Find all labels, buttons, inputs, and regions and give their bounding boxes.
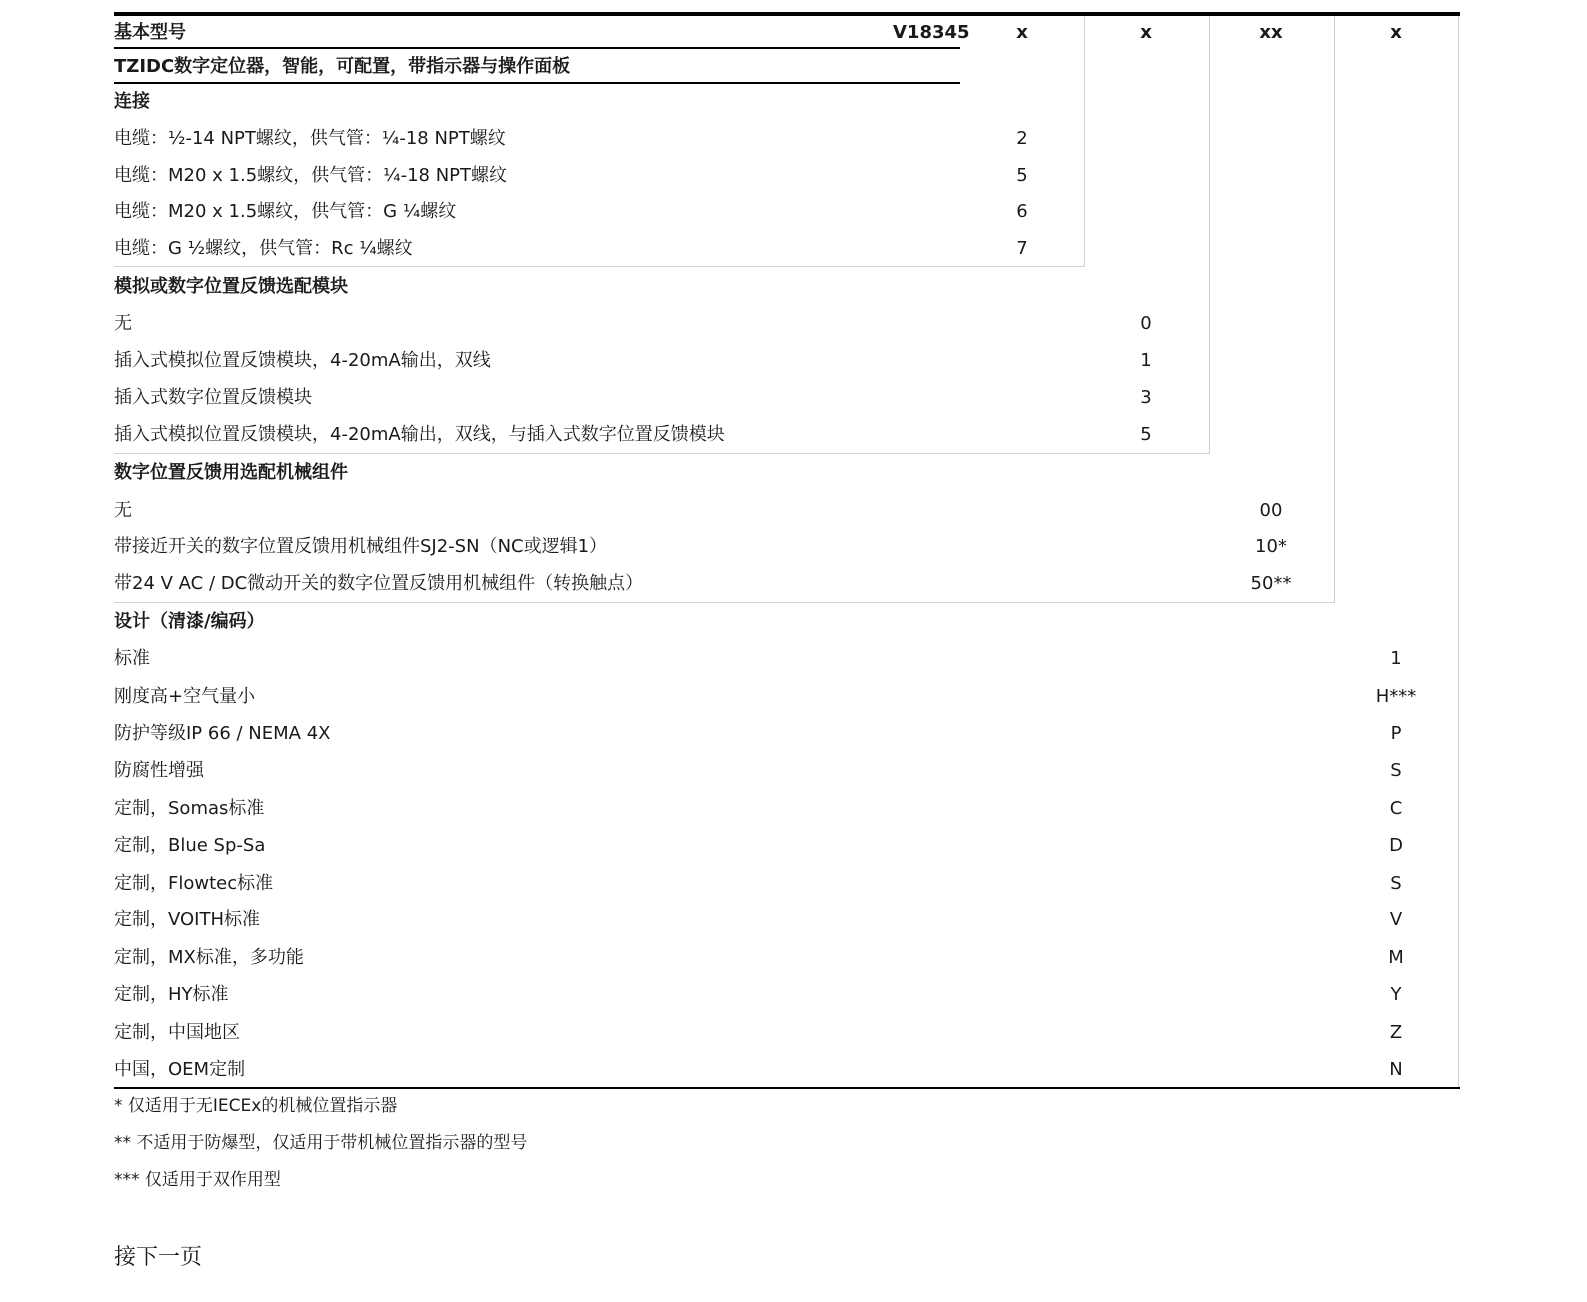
row-label: 定制，HY标准 bbox=[114, 984, 229, 1005]
row-code: C bbox=[1389, 798, 1403, 819]
section-title-row bbox=[0, 454, 1587, 491]
header-row bbox=[0, 14, 1587, 51]
section-title: 连接 bbox=[114, 91, 150, 112]
row-label: 标准 bbox=[114, 648, 150, 669]
row-code: P bbox=[1390, 723, 1402, 744]
row-code: N bbox=[1389, 1059, 1403, 1080]
row-code: 5 bbox=[1016, 165, 1028, 186]
section-title: 模拟或数字位置反馈选配模块 bbox=[114, 276, 348, 297]
col-code-2: x bbox=[1140, 22, 1152, 43]
product-title: TZIDC数字定位器，智能，可配置，带指示器与操作面板 bbox=[114, 56, 571, 77]
row-code: 10* bbox=[1255, 536, 1287, 557]
footnote-3: *** 仅适用于双作用型 bbox=[114, 1170, 281, 1190]
row-label: 刚度高+空气量小 bbox=[114, 686, 256, 707]
col-code-1: x bbox=[1016, 22, 1028, 43]
continued-label: 接下一页 bbox=[114, 1245, 203, 1270]
table-row bbox=[0, 715, 1587, 752]
row-label: 防护等级IP 66 / NEMA 4X bbox=[114, 723, 331, 744]
row-code: 6 bbox=[1016, 201, 1028, 222]
row-label: 防腐性增强 bbox=[114, 760, 204, 781]
footnote-1: * 仅适用于无IECEx的机械位置指示器 bbox=[114, 1096, 398, 1116]
row-label: 无 bbox=[114, 500, 132, 521]
row-code: 0 bbox=[1140, 313, 1152, 334]
table-row bbox=[0, 678, 1587, 715]
row-label: 定制，Somas标准 bbox=[114, 798, 265, 819]
row-code: V bbox=[1389, 909, 1403, 930]
section-title-row bbox=[0, 603, 1587, 640]
row-label: 插入式数字位置反馈模块 bbox=[114, 387, 312, 408]
table-row bbox=[0, 193, 1587, 230]
table-row bbox=[0, 379, 1587, 416]
row-label: 定制，MX标准，多功能 bbox=[114, 947, 304, 968]
col-code-4: x bbox=[1390, 22, 1402, 43]
row-code: 00 bbox=[1259, 500, 1283, 521]
section-title-row bbox=[0, 83, 1587, 120]
table-row bbox=[0, 901, 1587, 938]
table-row bbox=[0, 120, 1587, 157]
table-row bbox=[0, 230, 1587, 267]
row-label: 中国，OEM定制 bbox=[114, 1059, 246, 1080]
row-label: 电缆：½-14 NPT螺纹，供气管：¼-18 NPT螺纹 bbox=[114, 128, 506, 149]
table-row bbox=[0, 827, 1587, 864]
row-label: 电缆：M20 x 1.5螺纹，供气管：¼-18 NPT螺纹 bbox=[114, 165, 508, 186]
row-label: 带24 V AC / DC微动开关的数字位置反馈用机械组件（转换触点） bbox=[114, 573, 644, 594]
row-code: 7 bbox=[1016, 238, 1028, 259]
row-code: 50** bbox=[1250, 573, 1292, 594]
row-code: D bbox=[1389, 835, 1403, 856]
row-code: 5 bbox=[1140, 424, 1152, 445]
row-code: H*** bbox=[1375, 686, 1417, 707]
section-title-row bbox=[0, 268, 1587, 305]
row-label: 带接近开关的数字位置反馈用机械组件SJ2-SN（NC或逻辑1） bbox=[114, 536, 608, 557]
table-row bbox=[0, 565, 1587, 602]
row-label: 插入式模拟位置反馈模块，4-20mA输出，双线，与插入式数字位置反馈模块 bbox=[114, 424, 725, 445]
table-row bbox=[0, 416, 1587, 453]
section-title: 设计（清漆/编码） bbox=[114, 611, 265, 632]
row-code: S bbox=[1390, 873, 1402, 894]
table-row bbox=[0, 492, 1587, 529]
row-code: 3 bbox=[1140, 387, 1152, 408]
table-row bbox=[0, 790, 1587, 827]
table-row bbox=[0, 157, 1587, 194]
row-code: S bbox=[1390, 760, 1402, 781]
table-row bbox=[0, 305, 1587, 342]
base-model-label: 基本型号 bbox=[114, 22, 186, 43]
table-row bbox=[0, 1014, 1587, 1051]
row-label: 插入式模拟位置反馈模块，4-20mA输出，双线 bbox=[114, 350, 491, 371]
table-row bbox=[0, 976, 1587, 1013]
row-label: 定制，Blue Sp-Sa bbox=[114, 835, 266, 856]
table-row bbox=[0, 342, 1587, 379]
col-code-3: xx bbox=[1259, 22, 1283, 43]
table-row bbox=[0, 1051, 1587, 1088]
row-code: 1 bbox=[1140, 350, 1152, 371]
footnote-2: ** 不适用于防爆型，仅适用于带机械位置指示器的型号 bbox=[114, 1133, 528, 1153]
table-row bbox=[0, 640, 1587, 677]
table-row bbox=[0, 752, 1587, 789]
section-title: 数字位置反馈用选配机械组件 bbox=[114, 462, 348, 483]
row-label: 无 bbox=[114, 313, 132, 334]
row-code: Y bbox=[1390, 984, 1402, 1005]
row-label: 电缆：M20 x 1.5螺纹，供气管：G ¼螺纹 bbox=[114, 201, 457, 222]
table-row bbox=[0, 528, 1587, 565]
row-label: 定制，VOITH标准 bbox=[114, 909, 261, 930]
row-label: 电缆：G ½螺纹，供气管：Rc ¼螺纹 bbox=[114, 238, 413, 259]
row-code: 2 bbox=[1016, 128, 1028, 149]
base-model-code: V18345 bbox=[893, 22, 970, 43]
table-row bbox=[0, 939, 1587, 976]
row-label: 定制，Flowtec标准 bbox=[114, 873, 274, 894]
row-code: 1 bbox=[1390, 648, 1402, 669]
product-title-row bbox=[0, 48, 1587, 85]
row-label: 定制，中国地区 bbox=[114, 1022, 240, 1043]
row-code: M bbox=[1388, 947, 1404, 968]
table-row bbox=[0, 865, 1587, 902]
row-code: Z bbox=[1389, 1022, 1403, 1043]
